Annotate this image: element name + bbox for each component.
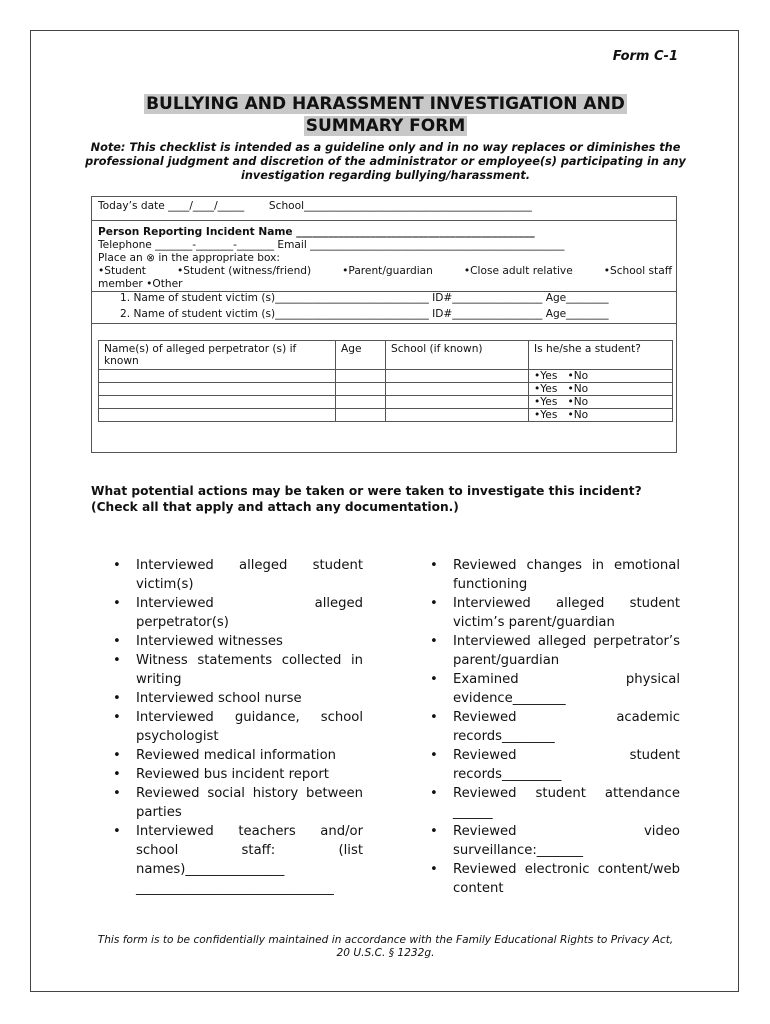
title-line-1: BULLYING AND HARASSMENT INVESTIGATION AND [146, 94, 625, 114]
age-cell[interactable] [336, 383, 386, 396]
action-item[interactable]: • Reviewed academic records________ [426, 708, 680, 746]
action-item[interactable]: • Interviewed witnesses [109, 632, 363, 651]
option-relative[interactable]: •Close adult relative [463, 265, 573, 277]
no-option[interactable]: •No [567, 383, 589, 395]
divider [92, 323, 676, 324]
yes-option[interactable]: •Yes [534, 383, 558, 395]
age-cell[interactable] [336, 370, 386, 383]
option-other[interactable]: member •Other [98, 278, 183, 290]
header-student: Is he/she a student? [529, 341, 673, 370]
reporter-field[interactable]: Person Reporting Incident Name _____________________________________________ [98, 226, 535, 238]
form-title [31, 93, 740, 137]
actions-list-left [109, 556, 363, 898]
action-item[interactable]: • Reviewed medical information [109, 746, 363, 765]
actions-question: What potential actions may be taken or were taken to investigate this incident? (Check all that apply and attach any documentation.) [91, 484, 642, 514]
no-option[interactable]: •No [567, 409, 589, 421]
telephone-email-field[interactable]: Telephone _______-_______-_______ Email ________________________________________________ [98, 239, 565, 251]
school-cell[interactable] [386, 396, 529, 409]
header-name: Name(s) of alleged perpetrator (s) if known [99, 341, 336, 370]
yes-option[interactable]: •Yes [534, 396, 558, 408]
action-item[interactable]: • Witness statements collected in writing [109, 651, 363, 689]
yes-option[interactable]: •Yes [534, 370, 558, 382]
school-cell[interactable] [386, 383, 529, 396]
student-cell [529, 409, 673, 422]
school-cell[interactable] [386, 409, 529, 422]
action-item[interactable]: • Interviewed teachers and/or school staff: (list names)_______________ ______________________________ [109, 822, 363, 898]
action-item[interactable]: • Interviewed guidance, school psychologist [109, 708, 363, 746]
option-student[interactable]: •Student [98, 265, 146, 277]
option-staff[interactable]: •School staff [603, 265, 672, 277]
option-parent[interactable]: •Parent/guardian [342, 265, 433, 277]
form-id: Form C-1 [612, 49, 678, 64]
header-age: Age [336, 341, 386, 370]
action-item[interactable]: • Reviewed electronic content/web content [426, 860, 680, 898]
table-row [99, 409, 673, 422]
date-field[interactable]: Today’s date ____/____/_____ [98, 200, 245, 212]
no-option[interactable]: •No [567, 396, 589, 408]
age-cell[interactable] [336, 396, 386, 409]
option-witness[interactable]: •Student (witness/friend) [176, 265, 312, 277]
student-cell [529, 370, 673, 383]
date-row [98, 200, 532, 213]
table-header-row [99, 341, 673, 370]
title-line-2: SUMMARY FORM [305, 116, 466, 136]
action-item[interactable]: • Reviewed student records_________ [426, 746, 680, 784]
student-cell [529, 396, 673, 409]
table-row [99, 396, 673, 409]
action-item[interactable]: • Interviewed alleged perpetrator(s) [109, 594, 363, 632]
table-row [99, 383, 673, 396]
actions-list-right [426, 556, 680, 898]
student-cell [529, 383, 673, 396]
no-option[interactable]: •No [567, 370, 589, 382]
name-cell[interactable] [99, 396, 336, 409]
reporter-type-options [98, 265, 672, 278]
divider [92, 220, 676, 221]
age-cell[interactable] [336, 409, 386, 422]
action-item[interactable]: • Reviewed changes in emotional functioning [426, 556, 680, 594]
yes-option[interactable]: •Yes [534, 409, 558, 421]
name-cell[interactable] [99, 383, 336, 396]
school-cell[interactable] [386, 370, 529, 383]
school-field[interactable]: School___________________________________________ [268, 200, 532, 212]
action-item[interactable]: • Reviewed student attendance ______ [426, 784, 680, 822]
guideline-note: Note: This checklist is intended as a guideline only and in no way replaces or diminishes the professional judgment and discretion of the administrator or employee(s) participating in any investigation regarding bullying/harassment. [85, 141, 686, 182]
action-item[interactable]: • Interviewed alleged perpetrator’s parent/guardian [426, 632, 680, 670]
confidentiality-footer: This form is to be confidentially maintained in accordance with the Family Educational Rights to Privacy Act, 20 U.S.C. § 1232g. [97, 934, 674, 959]
victim-1-field[interactable]: 1. Name of student victim (s)_____________________________ ID#_________________ Age________ [120, 292, 609, 304]
place-instruction: Place an ⊗ in the appropriate box: [98, 252, 280, 264]
action-item[interactable]: • Interviewed school nurse [109, 689, 363, 708]
table-row [99, 370, 673, 383]
name-cell[interactable] [99, 370, 336, 383]
action-item[interactable]: • Interviewed alleged student victim(s) [109, 556, 363, 594]
action-item[interactable]: • Reviewed video surveillance:_______ [426, 822, 680, 860]
action-item[interactable]: • Interviewed alleged student victim’s parent/guardian [426, 594, 680, 632]
name-cell[interactable] [99, 409, 336, 422]
victim-2-field[interactable]: 2. Name of student victim (s)_____________________________ ID#_________________ Age________ [120, 308, 609, 320]
action-item[interactable]: • Examined physical evidence________ [426, 670, 680, 708]
incident-info-box [91, 196, 677, 453]
header-school: School (if known) [386, 341, 529, 370]
action-item[interactable]: • Reviewed bus incident report [109, 765, 363, 784]
form-page [30, 30, 739, 992]
perpetrator-table [98, 340, 673, 422]
action-item[interactable]: • Reviewed social history between parties [109, 784, 363, 822]
